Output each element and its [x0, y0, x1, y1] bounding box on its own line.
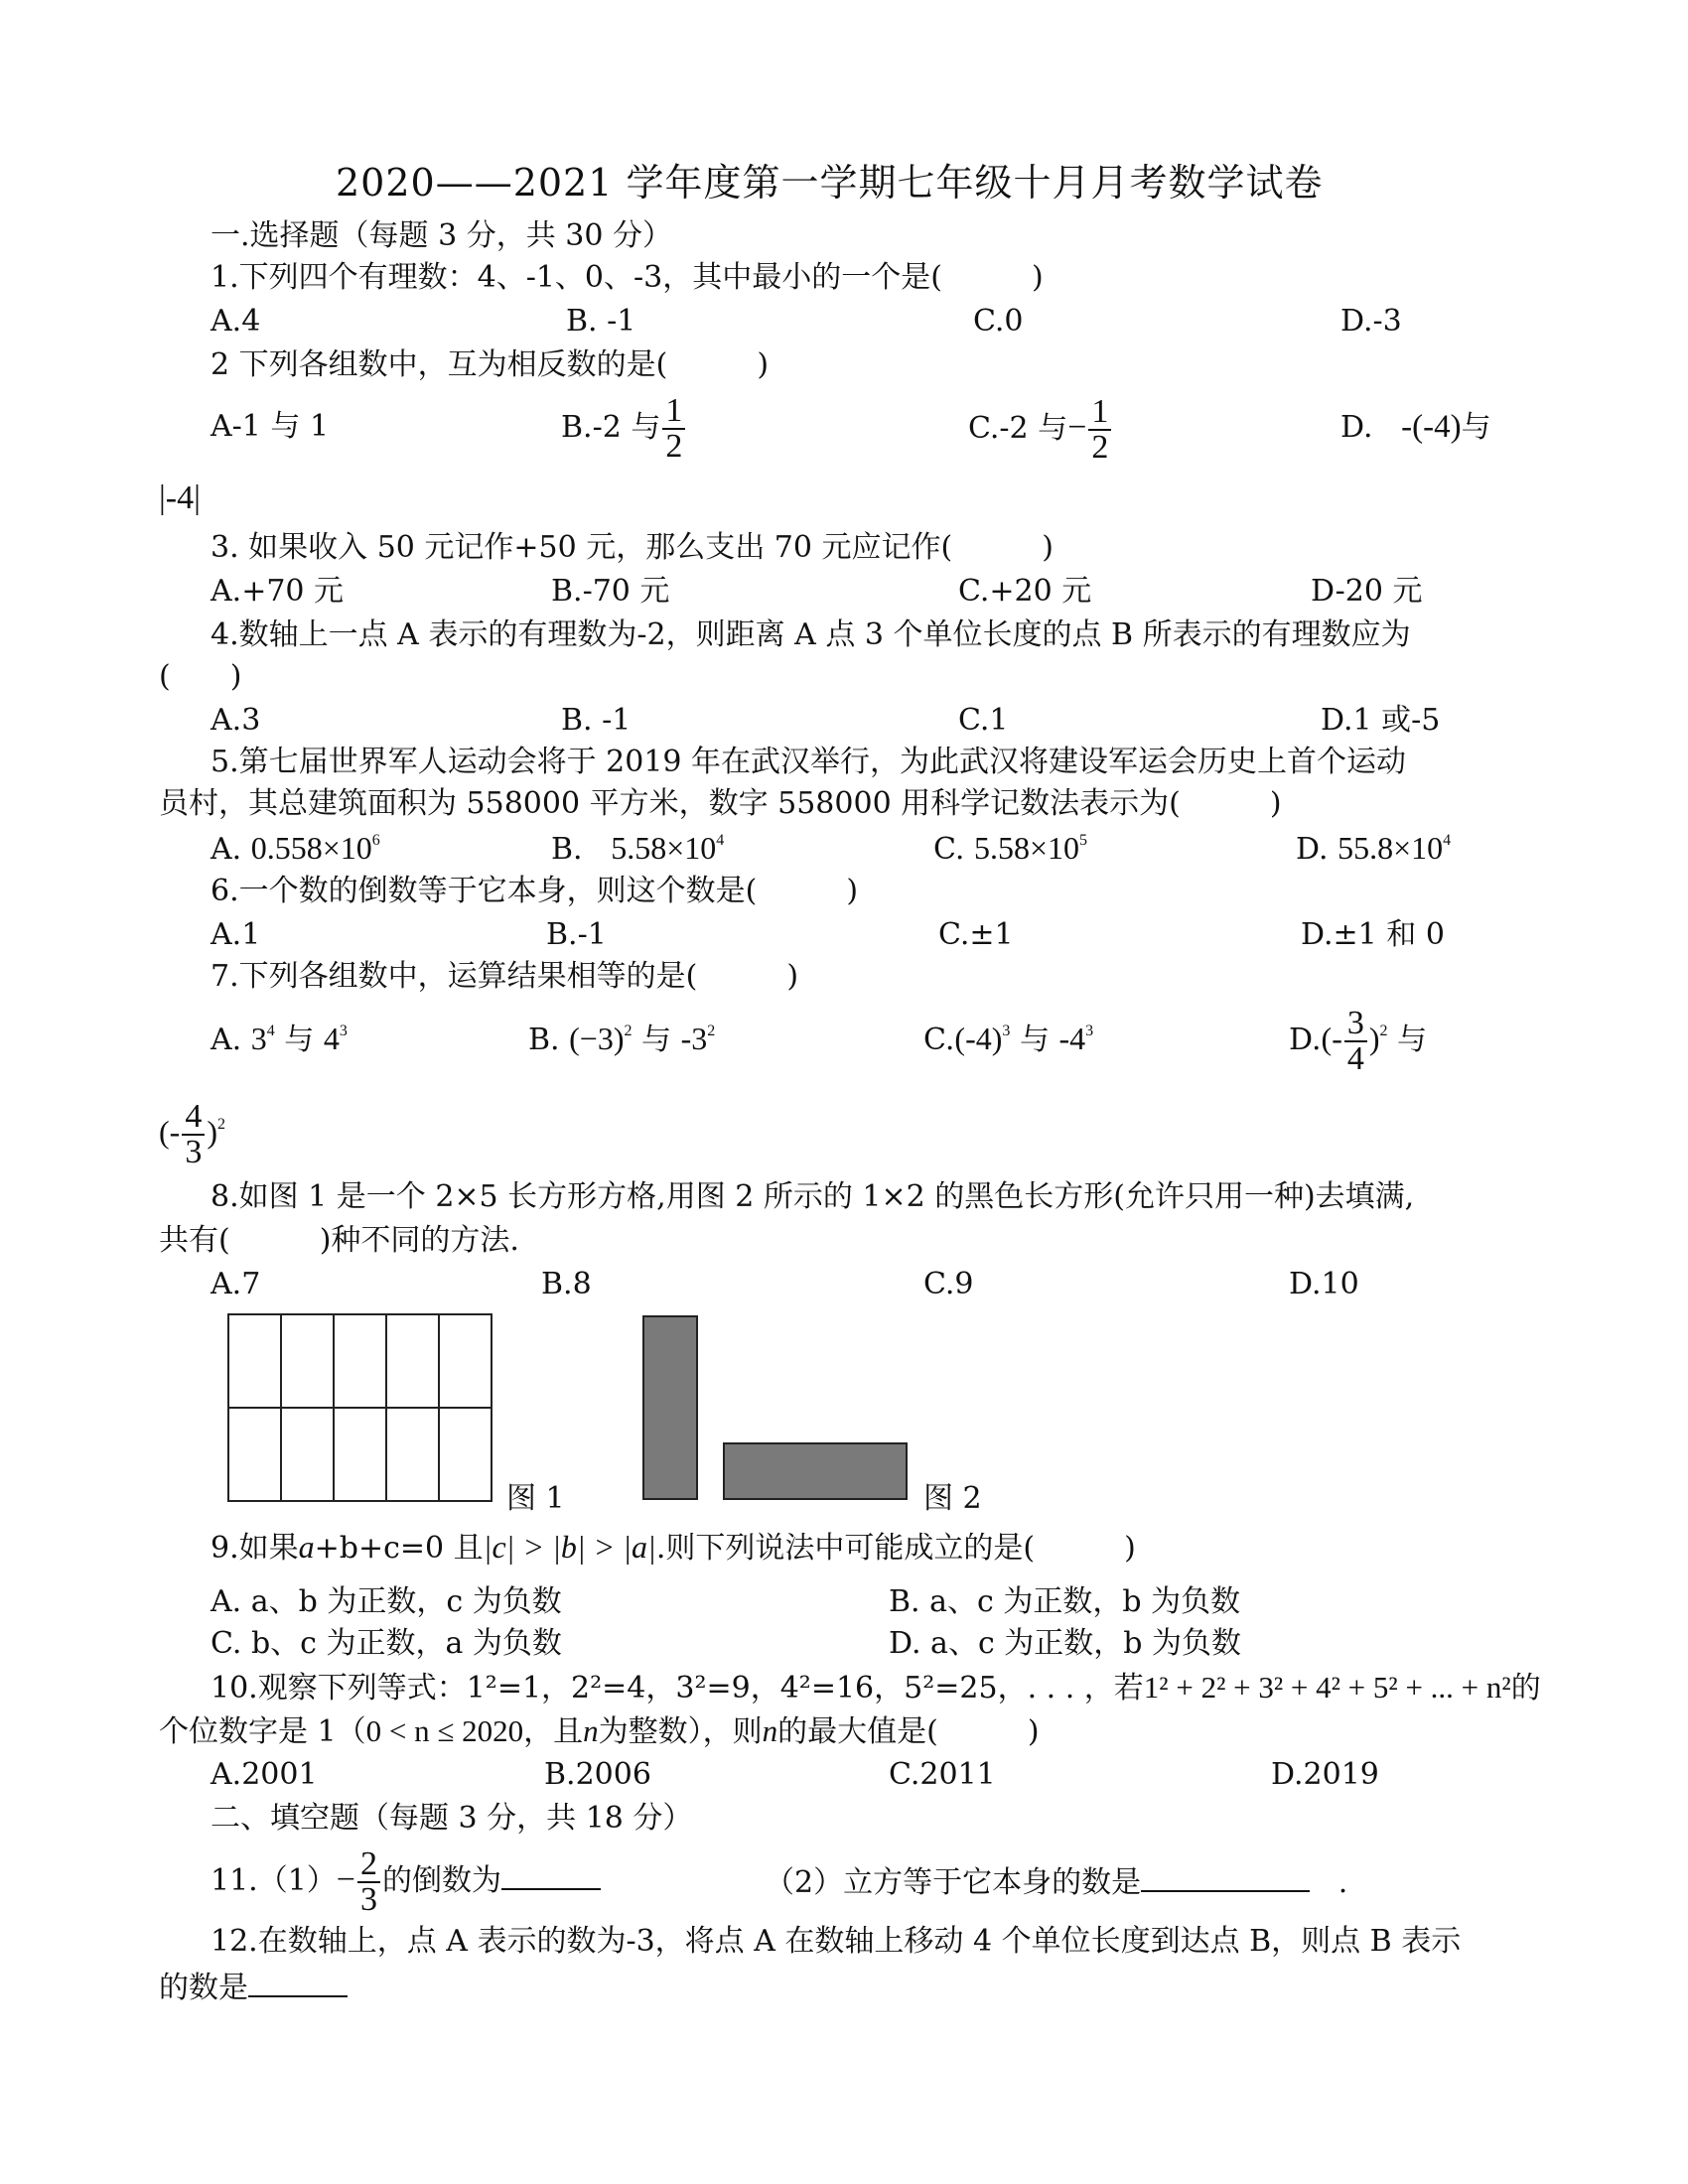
- q6-option-c: C.±1: [938, 917, 1014, 952]
- question-12-stem: 12.在数轴上，点 A 表示的数为-3，将点 A 在数轴上移动 4 个单位长度到达点 B，则点 B 表示: [211, 1924, 1462, 1959]
- figure-1-caption: 图 1: [506, 1481, 565, 1516]
- section-heading-fill-in: 二、填空题（每题 3 分，共 18 分）: [211, 1801, 693, 1836]
- question-3-stem: 3. 如果收入 50 元记作+50 元，那么支出 70 元应记作( ): [211, 530, 1054, 565]
- question-8-stem: 8.如图 1 是一个 2×5 长方形方格,用图 2 所示的 1×2 的黑色长方形(允许只用一种)去填满,: [211, 1179, 1415, 1214]
- q2-option-c: C.-2 与− $\frac{1}{2}$: [968, 393, 1113, 465]
- q9-option-b: B. a、c 为正数，b 为负数: [889, 1584, 1241, 1619]
- q3-option-b: B.-70 元: [551, 574, 670, 609]
- q1-option-b: B. -1: [566, 304, 636, 339]
- answer-blank: [1141, 1862, 1310, 1892]
- q6-option-d: D.±1 和 0: [1301, 917, 1445, 952]
- figure-2-caption: 图 2: [923, 1481, 982, 1516]
- q9-option-c: C. b、c 为正数，a 为负数: [211, 1626, 562, 1661]
- fraction-four-thirds: $\frac{4}{3}$: [182, 1100, 205, 1169]
- q5-option-d: D. $55.8\times 10^4$: [1296, 830, 1452, 867]
- question-6-stem: 6.一个数的倒数等于它本身，则这个数是( ): [211, 874, 859, 908]
- q7-option-b: B. $(-3)^2$ 与 $-3^2$: [528, 1021, 716, 1057]
- q10-option-b: B.2006: [544, 1757, 651, 1792]
- figure-2-vertical-rectangle: [643, 1316, 697, 1499]
- fraction-two-thirds: $\frac{2}{3}$: [357, 1847, 380, 1917]
- q9-option-d: D. a、c 为正数，b 为负数: [889, 1626, 1242, 1661]
- page-title: 2020——2021 学年度第一学期七年级十月月考数学试卷: [336, 161, 1324, 205]
- question-4-stem: 4.数轴上一点 A 表示的有理数为-2，则距离 A 点 3 个单位长度的点 B 所表示的有理数应为: [211, 617, 1411, 652]
- q3-option-a: A.+70 元: [211, 574, 345, 609]
- fraction-three-quarters: $\frac{3}{4}$: [1344, 1007, 1367, 1076]
- answer-blank: [501, 1860, 601, 1890]
- fraction-one-half: $\frac{1}{2}$: [1088, 395, 1111, 465]
- q6-option-b: B.-1: [546, 917, 607, 952]
- q10-option-c: C.2011: [889, 1757, 996, 1792]
- q7-option-a: A. $3^4$ 与 $4^3$: [211, 1021, 348, 1057]
- q10-option-d: D.2019: [1271, 1757, 1379, 1792]
- q4-option-d: D.1 或-5: [1321, 703, 1441, 738]
- q1-option-c: C.0: [973, 304, 1024, 339]
- question-10-continued: 个位数字是 1（0 < n ≤ 2020，且n为整数），则n的最大值是( ): [159, 1713, 1040, 1749]
- q2-option-d: D. -(-4)与: [1340, 409, 1491, 445]
- question-5-stem: 5.第七届世界军人运动会将于 2019 年在武汉举行，为此武汉将建设军运会历史上首个运动: [211, 745, 1407, 779]
- question-5-continued: 员村，其总建筑面积为 558000 平方米，数字 558000 用科学记数法表示为( ): [159, 786, 1282, 821]
- question-7-stem: 7.下列各组数中，运算结果相等的是( ): [211, 959, 799, 994]
- question-11-part-1: 11.（1）− $\frac{2}{3}$ 的倒数为: [211, 1841, 601, 1921]
- figure-1-grid: [228, 1314, 492, 1501]
- q8-option-b: B.8: [541, 1267, 592, 1301]
- q8-option-d: D.10: [1289, 1267, 1359, 1301]
- q7-option-d: D.(- $\frac{3}{4}$ )$^2$ 与: [1289, 1005, 1428, 1077]
- q3-option-d: D-20 元: [1311, 574, 1423, 609]
- q3-option-c: C.+20 元: [958, 574, 1092, 609]
- q8-option-c: C.9: [923, 1267, 974, 1301]
- q7-option-c: $C.(-4)^3$ 与 $-4^3$: [923, 1021, 1094, 1057]
- q5-option-a: A. $0.558\times 10^6$: [211, 830, 380, 867]
- q4-option-b: B. -1: [561, 703, 632, 738]
- section-heading-choice: 一.选择题（每题 3 分，共 30 分）: [211, 218, 672, 253]
- question-9-stem: 9.如果a+b+c=0 且|c| > |b| > |a|.则下列说法中可能成立的是( ): [211, 1529, 1136, 1566]
- question-12-continued: 的数是: [159, 1968, 348, 2006]
- q1-option-d: D.-3: [1340, 304, 1402, 339]
- q5-option-c: C. $5.58\times 10^5$: [933, 830, 1088, 867]
- q1-option-a: A.4: [211, 304, 261, 339]
- q10-option-a: A.2001: [211, 1757, 318, 1792]
- question-10-stem: 10.观察下列等式：1²=1，2²=4，3²=9，4²=16，5²=25，. . . ，若1² + 2² + 3² + 4² + 5² + ... + n²的: [211, 1670, 1541, 1706]
- question-11-part-2: （2）立方等于它本身的数是 .: [765, 1862, 1347, 1901]
- q9-option-a: A. a、b 为正数，c 为负数: [211, 1584, 562, 1619]
- q2-option-a: A-1 与 1: [211, 409, 330, 444]
- q8-option-a: A.7: [211, 1267, 261, 1301]
- question-1-stem: 1.下列四个有理数：4、-1、0、-3，其中最小的一个是( ): [211, 260, 1044, 295]
- question-8-continued: 共有( )种不同的方法.: [159, 1223, 519, 1258]
- q2-option-b: B.-2 与 $\frac{1}{2}$: [561, 393, 687, 464]
- q5-option-b: B. $5.58\times 10^4$: [551, 830, 725, 867]
- q4-option-a: A.3: [211, 703, 261, 738]
- fraction-one-half: $\frac{1}{2}$: [662, 394, 685, 464]
- figure-2-horizontal-rectangle: [724, 1443, 907, 1499]
- question-4-continued: ( ): [159, 659, 242, 694]
- q4-option-c: C.1: [958, 703, 1009, 738]
- answer-blank: [248, 1968, 348, 1997]
- q7-option-d-continued: (- $\frac{4}{3}$ )$^2$: [159, 1098, 225, 1170]
- question-2-stem: 2 下列各组数中，互为相反数的是( ): [211, 347, 770, 382]
- q2-option-d-continued: |-4|: [159, 479, 201, 516]
- q6-option-a: A.1: [211, 917, 261, 952]
